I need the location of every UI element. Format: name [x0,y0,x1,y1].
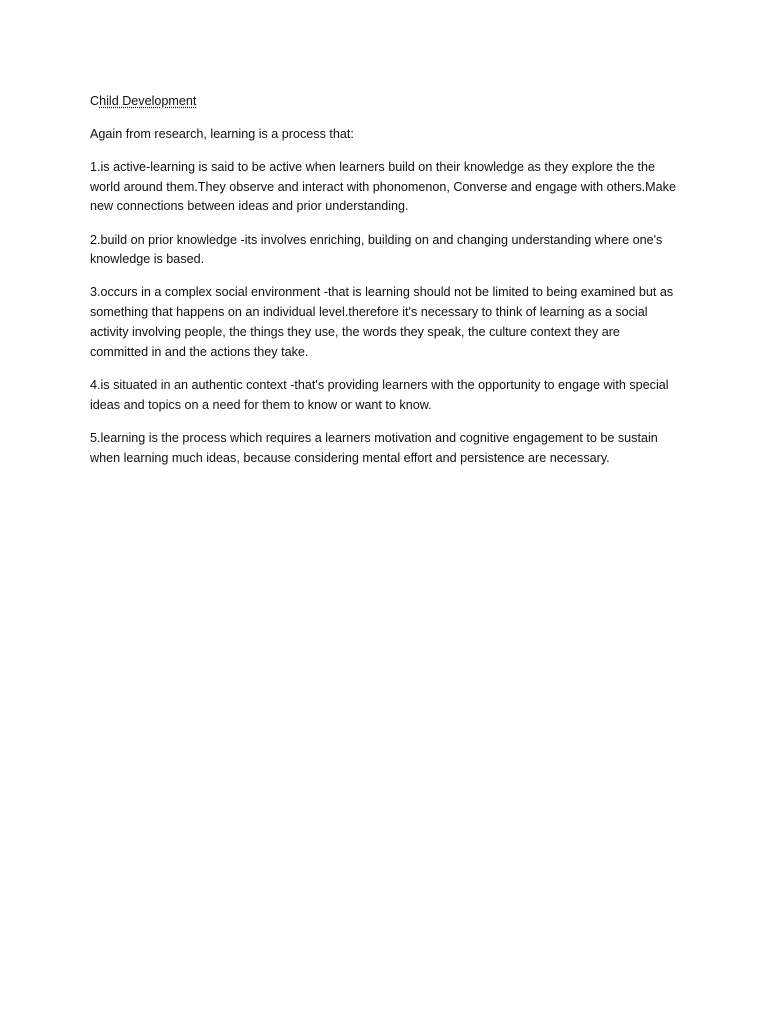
point-5-paragraph: 5.learning is the process which requires a learners motivation and cognitive engagement to be sustain when learning much ideas, because considering mental effort and persistence are necessary. [90,430,658,465]
document-body [90,92,680,482]
title-rest: hild Development [99,94,197,108]
document-title [90,92,680,112]
point-3-paragraph: 3.occurs in a complex social environment -that is learning should not be limited to being examined but as something that happens on an individual level.therefore it's necessary to think of learning as a social activity involving people, the things they use, the words they speak, the culture context they are committed in and the actions they take. [90,285,674,359]
point-2-paragraph: 2.build on prior knowledge -its involves enriching, building on and changing understanding where one's knowledge is based. [90,232,663,267]
point-1-paragraph: 1.is active-learning is said to be active when learners build on their knowledge as they explore the the world around them.They observe and interact with phonomenon, Converse and engage with others.Make new connections between ideas and prior understanding. [90,159,676,214]
title-first-letter: C [90,94,100,108]
intro-paragraph: Again from research, learning is a process that: [90,126,354,141]
point-4-paragraph: 4.is situated in an authentic context -that's providing learners with the opportunity to engage with special ideas and topics on a need for them to know or want to know. [90,377,669,412]
